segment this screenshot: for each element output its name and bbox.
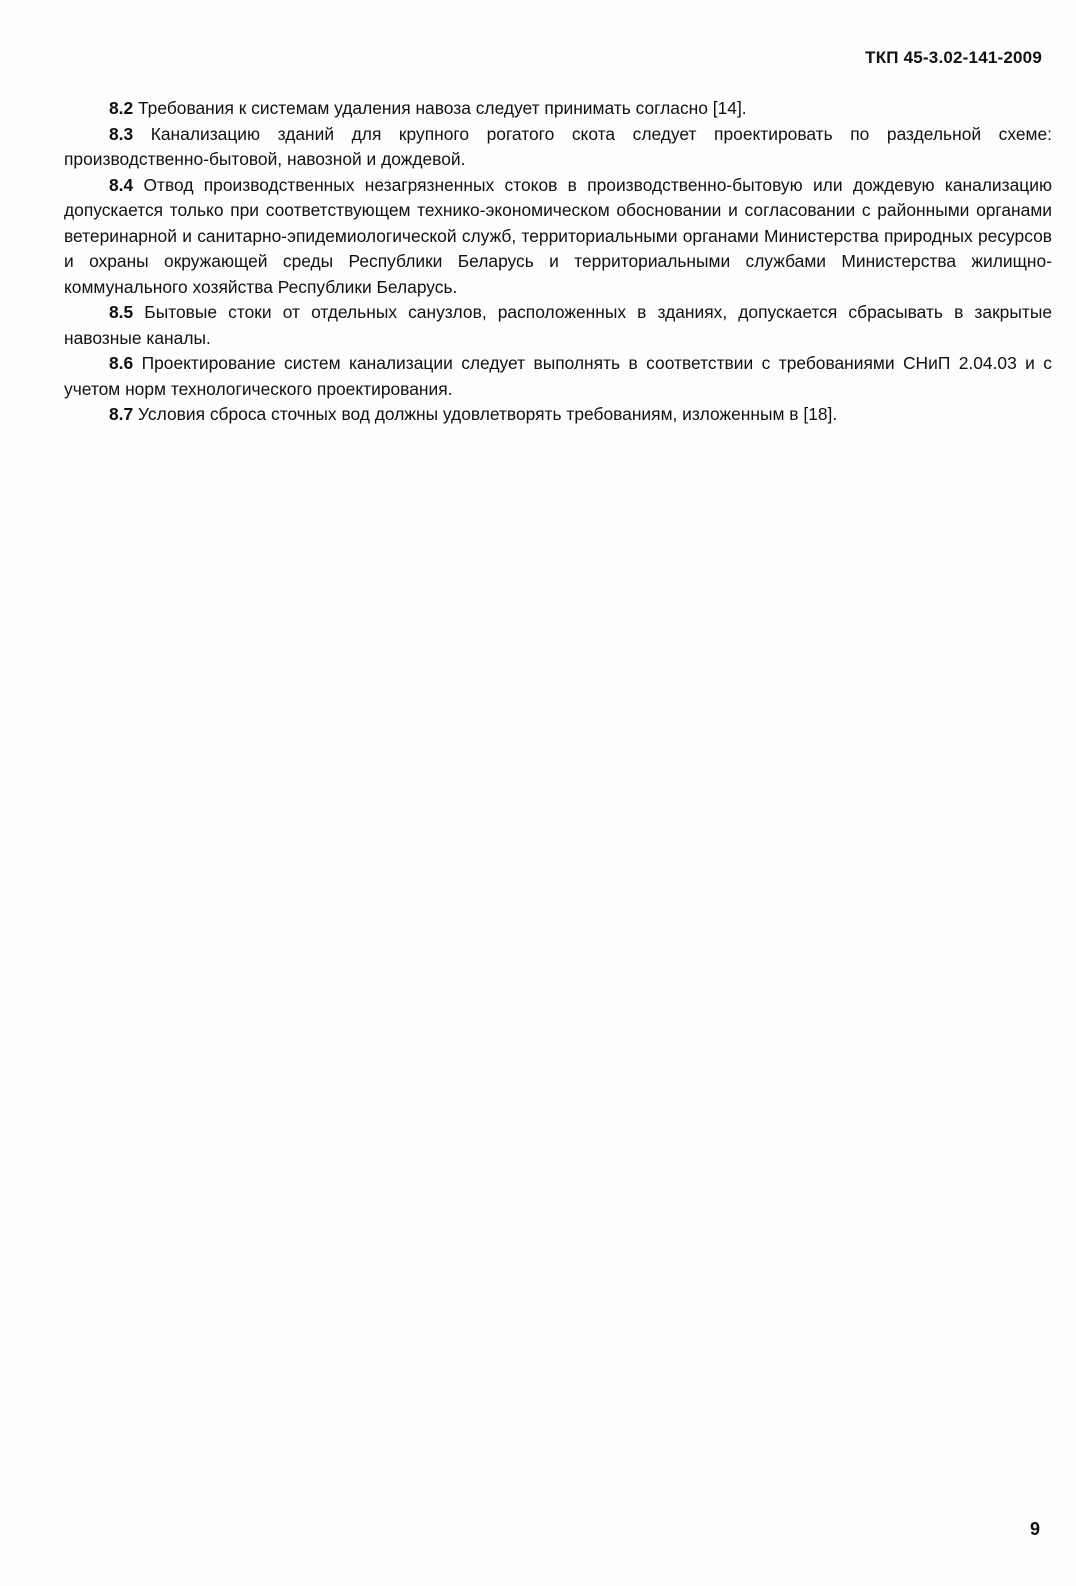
document-body <box>64 96 1052 428</box>
paragraph-8-5 <box>64 300 1052 351</box>
paragraph-text: Бытовые стоки от отдельных санузлов, расположенных в зданиях, допускается сбрасывать в закрытые навозные каналы. <box>64 302 1052 348</box>
paragraph-8-7 <box>64 402 1052 428</box>
paragraph-text: Требования к системам удаления навоза следует принимать согласно [14]. <box>133 98 747 118</box>
paragraph-number: 8.2 <box>109 98 134 118</box>
paragraph-number: 8.3 <box>109 123 134 144</box>
paragraph-8-3 <box>64 122 1052 173</box>
paragraph-text: Проектирование систем канализации следует выполнять в соответствии с требованиями СНиП 2.04.03 и с учетом норм технологического проектирования. <box>64 353 1052 399</box>
page-number: 9 <box>1029 1519 1040 1539</box>
paragraph-number: 8.6 <box>109 353 134 373</box>
paragraph-text: Канализацию зданий для крупного рогатого скота следует проектировать по раздельной схеме: производственно-бытовой, навозной и дождевой. <box>64 123 1052 169</box>
paragraph-text: Отвод производственных незагрязненных стоков в производственно-бытовую или дождевую канализацию допускается только при соответствующем технико-экономическом обосновании и согласовании с районными органами ветеринарной и санитарно-эпидемиологической служб, территориальными органами Министерства природных ресурсов и охраны окружающей среды Республики Беларусь и территориальными службами Министерства жилищно-коммунального хозяйства Республики Беларусь. <box>64 174 1052 297</box>
paragraph-number: 8.4 <box>109 174 134 195</box>
paragraph-8-2 <box>64 96 1052 122</box>
paragraph-8-6 <box>64 351 1052 402</box>
paragraph-text: Условия сброса сточных вод должны удовлетворять требованиям, изложенным в [18]. <box>133 404 838 424</box>
paragraph-8-4 <box>64 173 1052 301</box>
paragraph-number: 8.5 <box>109 302 134 322</box>
document-code-header: ТКП 45-3.02-141-2009 <box>865 48 1042 67</box>
paragraph-number: 8.7 <box>109 404 134 424</box>
